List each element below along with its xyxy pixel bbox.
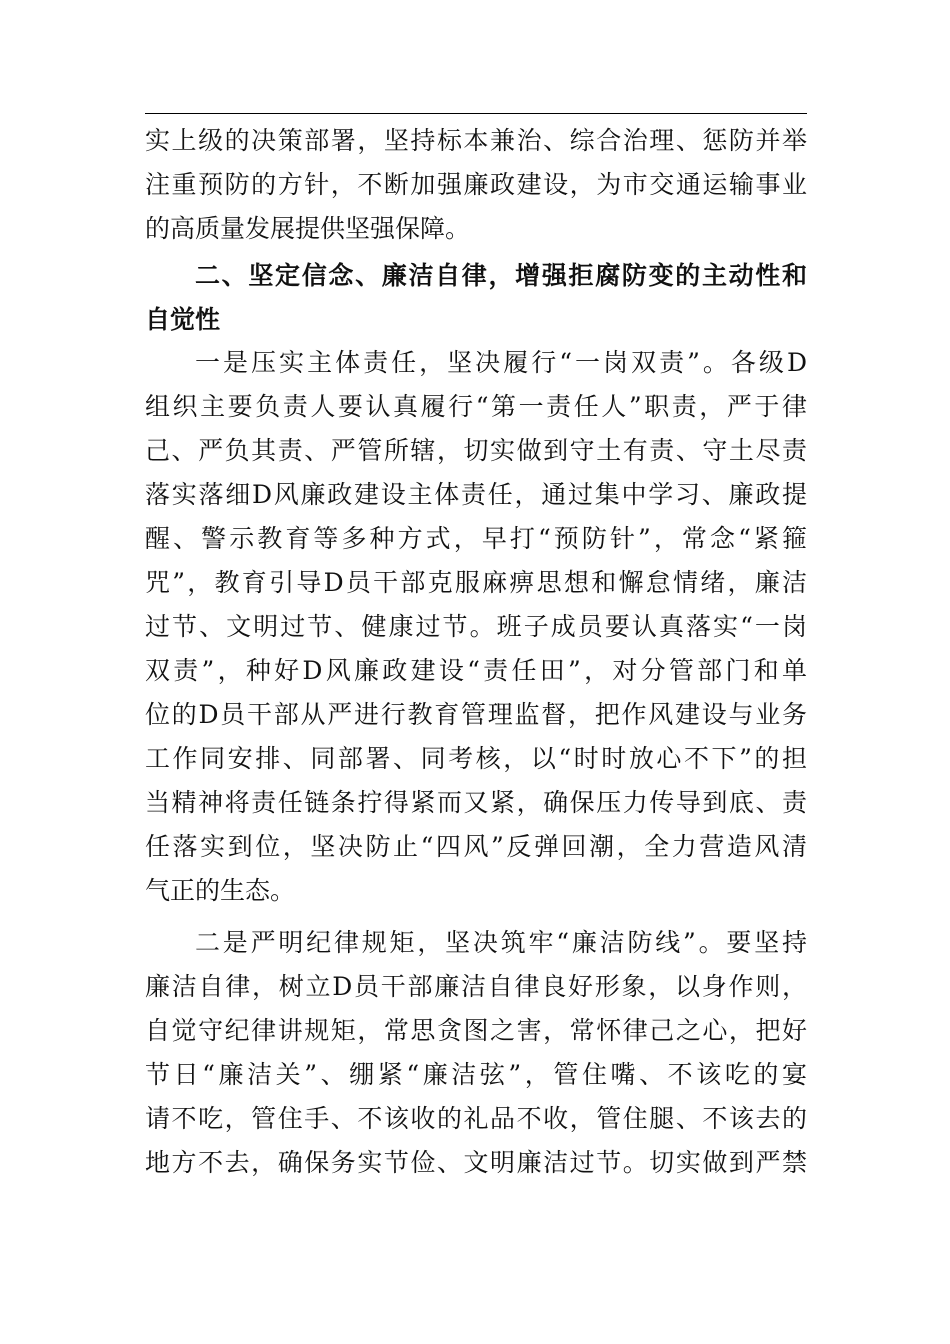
section-heading: 自觉性 [145, 305, 221, 334]
body-line: 一是压实主体责任，坚决履行“一岗双责”。各级D [195, 348, 807, 377]
body-line: 工作同安排、同部署、同考核，以“时时放心不下”的担 [145, 744, 807, 773]
body-line: 落实落细D风廉政建设主体责任，通过集中学习、廉政提 [145, 480, 807, 509]
body-line: 任落实到位，坚决防止“四风”反弹回潮，全力营造风清 [145, 832, 807, 861]
body-line: 咒”，教育引导D员干部克服麻痹思想和懈怠情绪，廉洁 [145, 568, 807, 597]
body-line: 廉洁自律，树立D员干部廉洁自律良好形象，以身作则， [145, 972, 807, 1001]
body-line: 自觉守纪律讲规矩，常思贪图之害，常怀律己之心，把好 [145, 1016, 807, 1045]
body-line: 组织主要负责人要认真履行“第一责任人”职责，严于律 [145, 392, 807, 421]
body-line: 醒、警示教育等多种方式，早打“预防针”，常念“紧箍 [145, 524, 807, 553]
body-line: 的高质量发展提供坚强保障。 [145, 214, 471, 243]
body-line: 过节、文明过节、健康过节。班子成员要认真落实“一岗 [145, 612, 807, 641]
body-line: 注重预防的方针，不断加强廉政建设，为市交通运输事业 [145, 170, 807, 199]
body-line: 请不吃，管住手、不该收的礼品不收，管住腿、不该去的 [145, 1104, 807, 1133]
body-line: 当精神将责任链条拧得紧而又紧，确保压力传导到底、责 [145, 788, 807, 817]
body-line: 地方不去，确保务实节俭、文明廉洁过节。切实做到严禁 [145, 1148, 807, 1177]
body-line: 二是严明纪律规矩，坚决筑牢“廉洁防线”。要坚持 [195, 928, 807, 957]
header-rule [145, 113, 807, 114]
body-line: 位的D员干部从严进行教育管理监督，把作风建设与业务 [145, 700, 807, 729]
body-line: 气正的生态。 [145, 876, 296, 905]
section-heading: 二、坚定信念、廉洁自律，增强拒腐防变的主动性和 [195, 261, 807, 290]
body-line: 双责”，种好D风廉政建设“责任田”，对分管部门和单 [145, 656, 807, 685]
body-line: 节日“廉洁关”、绷紧“廉洁弦”，管住嘴、不该吃的宴 [145, 1060, 807, 1089]
body-line: 己、严负其责、严管所辖，切实做到守土有责、守土尽责 [145, 436, 807, 465]
body-line: 实上级的决策部署，坚持标本兼治、综合治理、惩防并举 [145, 126, 807, 155]
